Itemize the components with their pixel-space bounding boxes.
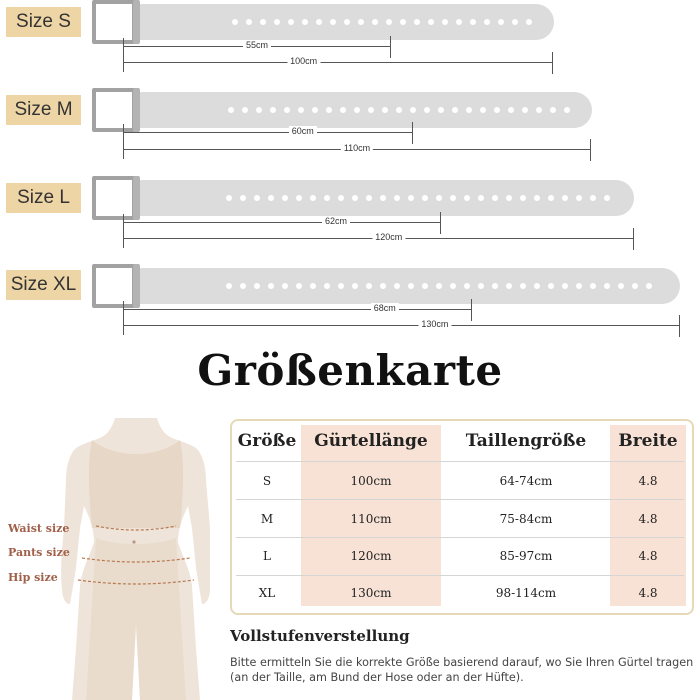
size-xl-label: Size XL — [6, 270, 81, 300]
belt-hole — [506, 283, 512, 289]
belt-hole — [288, 19, 294, 25]
belt-hole — [480, 107, 486, 113]
dimension-label: 120cm — [372, 232, 405, 242]
adjustment-heading: Vollstufenverstellung — [230, 627, 410, 645]
belt-hole — [260, 19, 266, 25]
belt-hole — [312, 107, 318, 113]
dimension-l-total — [123, 234, 634, 244]
belt-hole — [324, 283, 330, 289]
belt-xl-illustration — [92, 268, 680, 304]
belt-s-illustration — [92, 4, 554, 40]
cell-belt-length: 110cm — [350, 512, 392, 526]
belt-hole — [246, 19, 252, 25]
belt-hole — [450, 283, 456, 289]
belt-hole — [340, 107, 346, 113]
belt-hole — [394, 283, 400, 289]
belt-hole — [452, 107, 458, 113]
belt-hole — [352, 195, 358, 201]
dimension-label: 110cm — [341, 143, 373, 153]
belt-hole — [550, 107, 556, 113]
dimension-m-total — [123, 145, 591, 155]
belt-hole — [494, 107, 500, 113]
belt-hole — [394, 195, 400, 201]
belt-hole — [534, 283, 540, 289]
dimension-s-short — [123, 42, 391, 52]
belt-hole — [324, 195, 330, 201]
size-l-label: Size L — [6, 183, 81, 213]
hip-size-label: Hip size — [8, 571, 58, 584]
belt-hole — [254, 195, 260, 201]
dimension-m-short — [123, 128, 413, 138]
belt-hole — [506, 195, 512, 201]
header-belt-length: Gürtellänge — [314, 431, 428, 451]
belt-hole — [240, 283, 246, 289]
belt-hole — [590, 195, 596, 201]
belt-hole — [298, 107, 304, 113]
belt-hole — [562, 283, 568, 289]
dimension-s-total — [123, 58, 553, 68]
dimension-label: 60cm — [289, 126, 317, 136]
belt-hole — [358, 19, 364, 25]
belt-hole — [414, 19, 420, 25]
belt-hole — [492, 195, 498, 201]
belt-hole — [456, 19, 462, 25]
belt-hole — [242, 107, 248, 113]
belt-hole — [442, 19, 448, 25]
cell-size: L — [263, 549, 271, 563]
belt-hole — [424, 107, 430, 113]
belt-hole — [576, 195, 582, 201]
belt-hole — [282, 283, 288, 289]
dimension-label: 68cm — [371, 303, 399, 313]
belt-hole — [508, 107, 514, 113]
belt-hole — [562, 195, 568, 201]
belt-hole — [548, 195, 554, 201]
belt-hole — [436, 195, 442, 201]
belt-hole — [400, 19, 406, 25]
belt-hole — [330, 19, 336, 25]
cell-width: 4.8 — [638, 586, 658, 600]
belt-hole — [478, 195, 484, 201]
belt-hole — [226, 283, 232, 289]
size-m-label: Size M — [6, 95, 81, 125]
cell-belt-length: 120cm — [350, 549, 392, 563]
belt-hole — [270, 107, 276, 113]
belt-hole — [484, 19, 490, 25]
belt-hole — [590, 283, 596, 289]
belt-hole — [226, 195, 232, 201]
belt-hole — [338, 195, 344, 201]
cell-waist-size: 75-84cm — [499, 512, 553, 526]
page-title: Größenkarte — [197, 346, 503, 395]
belt-hole — [316, 19, 322, 25]
belt-hole — [422, 195, 428, 201]
header-width: Breite — [618, 431, 678, 451]
belt-hole — [410, 107, 416, 113]
belt-hole — [296, 283, 302, 289]
belt-hole — [520, 195, 526, 201]
dimension-label: 100cm — [287, 56, 320, 66]
belt-hole — [254, 283, 260, 289]
table-divider — [236, 575, 684, 576]
belt-hole — [422, 283, 428, 289]
belt-hole — [232, 19, 238, 25]
belt-hole — [380, 195, 386, 201]
belt-hole — [464, 195, 470, 201]
belt-hole — [396, 107, 402, 113]
size-s-label: Size S — [6, 7, 81, 37]
belt-hole — [576, 283, 582, 289]
cell-belt-length: 130cm — [350, 586, 392, 600]
belt-hole — [326, 107, 332, 113]
adjustment-description: Bitte ermitteln Sie die korrekte Größe basierend darauf, wo Sie Ihren Gürtel tragen (an der Taille, am Bund der Hose oder an der Hüfte). — [230, 656, 694, 684]
table-divider — [236, 499, 684, 500]
belt-hole — [436, 283, 442, 289]
belt-hole — [344, 19, 350, 25]
belt-hole — [464, 283, 470, 289]
belt-hole — [366, 195, 372, 201]
belt-hole — [438, 107, 444, 113]
belt-hole — [338, 283, 344, 289]
dimension-xl-short — [123, 305, 472, 315]
cell-width: 4.8 — [638, 512, 658, 526]
belt-hole — [604, 195, 610, 201]
body-figure-illustration — [60, 418, 210, 700]
belt-hole — [604, 283, 610, 289]
belt-hole — [386, 19, 392, 25]
dimension-label: 130cm — [418, 319, 451, 329]
waist-size-label: Waist size — [8, 522, 70, 535]
cell-waist-size: 85-97cm — [499, 549, 553, 563]
header-waist-size: Taillengröße — [465, 431, 587, 451]
belt-hole — [302, 19, 308, 25]
belt-hole — [564, 107, 570, 113]
header-size: Größe — [237, 431, 297, 451]
belt-hole — [498, 19, 504, 25]
cell-size: S — [262, 474, 272, 488]
cell-size: XL — [258, 586, 276, 600]
belt-hole — [228, 107, 234, 113]
belt-hole — [352, 283, 358, 289]
table-divider — [236, 461, 684, 462]
pants-size-label: Pants size — [8, 546, 70, 559]
belt-hole — [466, 107, 472, 113]
belt-hole — [512, 19, 518, 25]
belt-l-illustration — [92, 180, 634, 216]
belt-hole — [526, 19, 532, 25]
belt-hole — [548, 283, 554, 289]
dimension-xl-total — [123, 321, 680, 331]
belt-hole — [380, 283, 386, 289]
belt-hole — [372, 19, 378, 25]
belt-hole — [268, 195, 274, 201]
cell-belt-length: 100cm — [350, 474, 392, 488]
belt-hole — [310, 283, 316, 289]
belt-hole — [450, 195, 456, 201]
belt-hole — [520, 283, 526, 289]
belt-hole — [408, 283, 414, 289]
cell-waist-size: 98-114cm — [495, 586, 557, 600]
belt-hole — [646, 283, 652, 289]
cell-width: 4.8 — [638, 549, 658, 563]
belt-hole — [492, 283, 498, 289]
belt-hole — [256, 107, 262, 113]
belt-hole — [240, 195, 246, 201]
table-divider — [236, 537, 684, 538]
belt-hole — [274, 19, 280, 25]
belt-hole — [282, 195, 288, 201]
belt-hole — [354, 107, 360, 113]
belt-hole — [618, 283, 624, 289]
dimension-label: 62cm — [322, 216, 350, 226]
belt-m-illustration — [92, 92, 592, 128]
dimension-l-short — [123, 218, 441, 228]
belt-hole — [534, 195, 540, 201]
belt-hole — [632, 283, 638, 289]
cell-size: M — [260, 512, 274, 526]
dimension-label: 55cm — [243, 40, 271, 50]
belt-hole — [368, 107, 374, 113]
cell-width: 4.8 — [638, 474, 658, 488]
belt-hole — [268, 283, 274, 289]
belt-hole — [366, 283, 372, 289]
belt-hole — [536, 107, 542, 113]
belt-hole — [478, 283, 484, 289]
belt-hole — [310, 195, 316, 201]
cell-waist-size: 64-74cm — [499, 474, 553, 488]
belt-hole — [408, 195, 414, 201]
belt-hole — [428, 19, 434, 25]
belt-hole — [382, 107, 388, 113]
belt-hole — [284, 107, 290, 113]
belt-hole — [296, 195, 302, 201]
belt-hole — [522, 107, 528, 113]
belt-hole — [470, 19, 476, 25]
